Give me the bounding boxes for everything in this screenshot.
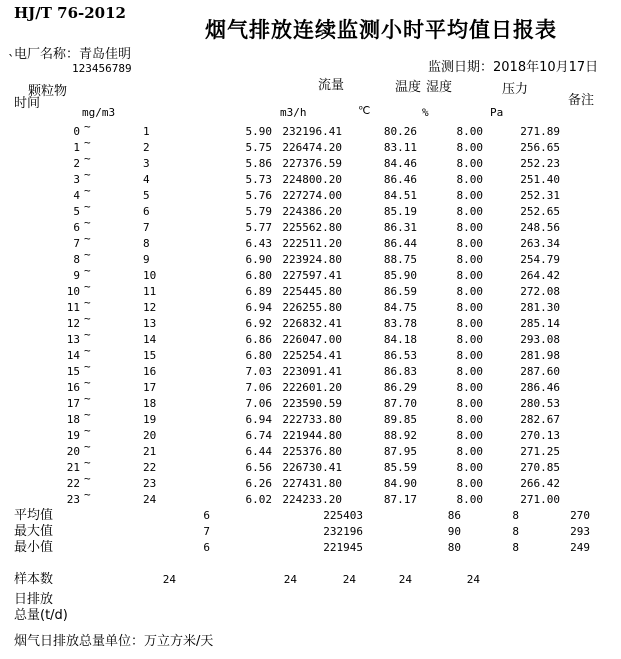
cell-hour-from: 1	[73, 141, 80, 154]
footer-note: 烟气日排放总量单位：万立方米/天	[14, 634, 214, 649]
monitor-date-label: 监测日期：	[428, 60, 494, 75]
cell-hour-to: 7	[143, 221, 150, 234]
table-row	[0, 280, 621, 300]
cell-particulate: 6.92	[245, 317, 272, 330]
cell-pressure: 281.30	[520, 301, 560, 314]
cell-temperature: 84.18	[383, 333, 417, 346]
samples-label: 样本数	[14, 572, 54, 587]
cell-humidity: 8.00	[456, 413, 483, 426]
cell-humidity: 8.00	[456, 333, 483, 346]
samples-temperature: 24	[342, 573, 356, 586]
cell-humidity: 8.00	[456, 493, 483, 506]
cell-hour-to: 11	[143, 285, 157, 298]
cell-tilde: ~	[84, 120, 91, 133]
cell-tilde: ~	[84, 264, 91, 277]
cell-hour-from: 5	[73, 205, 80, 218]
table-row	[0, 184, 621, 204]
cell-temperature: 88.75	[383, 253, 417, 266]
cell-hour-to: 23	[143, 477, 157, 490]
cell-temperature: 86.29	[383, 381, 417, 394]
summary-max-pressure: 293	[570, 525, 590, 538]
table-row	[0, 472, 621, 492]
cell-hour-to: 12	[143, 301, 157, 314]
daily-total-label-line1: 日排放	[14, 592, 54, 607]
column-header-remark: 备注	[568, 93, 595, 108]
cell-hour-to: 22	[143, 461, 157, 474]
plant-name-line	[14, 43, 131, 62]
cell-tilde: ~	[84, 280, 91, 293]
cell-particulate: 7.03	[245, 365, 272, 378]
table-row	[0, 312, 621, 332]
cell-pressure: 254.79	[520, 253, 560, 266]
cell-temperature: 86.44	[383, 237, 417, 250]
table-row	[0, 120, 621, 140]
cell-flow: 226832.41	[282, 317, 342, 330]
column-header-temperature: 温度	[395, 80, 422, 95]
cell-pressure: 252.65	[520, 205, 560, 218]
cell-tilde: ~	[84, 328, 91, 341]
cell-flow: 225562.80	[282, 221, 342, 234]
cell-tilde: ~	[84, 456, 91, 469]
cell-tilde: ~	[84, 248, 91, 261]
cell-temperature: 83.11	[383, 141, 417, 154]
cell-particulate: 6.02	[245, 493, 272, 506]
cell-tilde: ~	[84, 152, 91, 165]
samples-flow: 24	[283, 573, 297, 586]
cell-flow: 226047.00	[282, 333, 342, 346]
cell-hour-from: 8	[73, 253, 80, 266]
samples-humidity: 24	[398, 573, 412, 586]
cell-flow: 232196.41	[282, 125, 342, 138]
cell-hour-from: 10	[66, 285, 80, 298]
plant-code: 123456789	[72, 62, 132, 75]
cell-hour-to: 21	[143, 445, 157, 458]
table-row	[0, 152, 621, 172]
cell-flow: 222733.80	[282, 413, 342, 426]
cell-humidity: 8.00	[456, 445, 483, 458]
cell-pressure: 256.65	[520, 141, 560, 154]
column-header-time: 时间	[14, 96, 41, 111]
cell-hour-to: 5	[143, 189, 150, 202]
cell-humidity: 8.00	[456, 125, 483, 138]
cell-pressure: 285.14	[520, 317, 560, 330]
cell-flow: 226255.80	[282, 301, 342, 314]
daily-total-label-line2: 总量(t/d)	[14, 608, 68, 623]
cell-hour-to: 18	[143, 397, 157, 410]
cell-temperature: 88.92	[383, 429, 417, 442]
cell-particulate: 7.06	[245, 397, 272, 410]
table-row	[0, 248, 621, 268]
cell-pressure: 271.89	[520, 125, 560, 138]
cell-humidity: 8.00	[456, 221, 483, 234]
cell-tilde: ~	[84, 424, 91, 437]
summary-min-pressure: 249	[570, 541, 590, 554]
cell-tilde: ~	[84, 488, 91, 501]
cell-pressure: 272.08	[520, 285, 560, 298]
cell-hour-from: 22	[66, 477, 80, 490]
summary-max-particulate: 7	[203, 525, 210, 538]
cell-hour-from: 13	[66, 333, 80, 346]
cell-hour-to: 10	[143, 269, 157, 282]
table-row	[0, 408, 621, 428]
cell-hour-to: 6	[143, 205, 150, 218]
cell-hour-from: 14	[66, 349, 80, 362]
summary-label-max: 最大值	[14, 524, 54, 539]
cell-tilde: ~	[84, 472, 91, 485]
cell-pressure: 286.46	[520, 381, 560, 394]
summary-row-average	[0, 508, 621, 524]
table-row	[0, 168, 621, 188]
cell-pressure: 263.34	[520, 237, 560, 250]
cell-humidity: 8.00	[456, 269, 483, 282]
cell-hour-to: 14	[143, 333, 157, 346]
cell-pressure: 266.42	[520, 477, 560, 490]
table-row	[0, 376, 621, 396]
samples-particulate: 24	[162, 573, 176, 586]
cell-pressure: 264.42	[520, 269, 560, 282]
cell-hour-from: 20	[66, 445, 80, 458]
cell-hour-from: 17	[66, 397, 80, 410]
summary-average-particulate: 6	[203, 509, 210, 522]
cell-tilde: ~	[84, 232, 91, 245]
summary-average-temperature: 86	[447, 509, 461, 522]
cell-hour-to: 3	[143, 157, 150, 170]
cell-particulate: 6.94	[245, 413, 272, 426]
cell-tilde: ~	[84, 344, 91, 357]
table-row	[0, 264, 621, 284]
cell-hour-to: 20	[143, 429, 157, 442]
cell-hour-to: 24	[143, 493, 157, 506]
cell-tilde: ~	[84, 184, 91, 197]
cell-pressure: 281.98	[520, 349, 560, 362]
cell-pressure: 251.40	[520, 173, 560, 186]
column-header-particulate: 颗粒物	[28, 84, 68, 99]
cell-hour-to: 9	[143, 253, 150, 266]
cell-tilde: ~	[84, 312, 91, 325]
monitor-date-value: 2018年10月17日	[493, 60, 599, 75]
cell-particulate: 7.06	[245, 381, 272, 394]
cell-flow: 227431.80	[282, 477, 342, 490]
table-row	[0, 200, 621, 220]
cell-humidity: 8.00	[456, 173, 483, 186]
cell-temperature: 83.78	[383, 317, 417, 330]
cell-hour-from: 19	[66, 429, 80, 442]
cell-humidity: 8.00	[456, 349, 483, 362]
cell-flow: 224233.20	[282, 493, 342, 506]
summary-average-flow: 225403	[323, 509, 363, 522]
cell-particulate: 6.86	[245, 333, 272, 346]
cell-particulate: 5.77	[245, 221, 272, 234]
cell-hour-from: 12	[66, 317, 80, 330]
cell-flow: 227376.59	[282, 157, 342, 170]
cell-hour-from: 11	[66, 301, 80, 314]
cell-temperature: 85.59	[383, 461, 417, 474]
summary-row-max	[0, 524, 621, 540]
cell-particulate: 6.94	[245, 301, 272, 314]
summary-label-min: 最小值	[14, 540, 54, 555]
cell-tilde: ~	[84, 200, 91, 213]
cell-flow: 227274.00	[282, 189, 342, 202]
cell-pressure: 248.56	[520, 221, 560, 234]
cell-humidity: 8.00	[456, 397, 483, 410]
cell-temperature: 85.90	[383, 269, 417, 282]
cell-hour-from: 18	[66, 413, 80, 426]
table-row	[0, 136, 621, 156]
cell-hour-from: 15	[66, 365, 80, 378]
cell-pressure: 270.85	[520, 461, 560, 474]
table-row	[0, 328, 621, 348]
cell-flow: 224386.20	[282, 205, 342, 218]
cell-particulate: 6.26	[245, 477, 272, 490]
summary-row-min	[0, 540, 621, 556]
cell-temperature: 86.53	[383, 349, 417, 362]
cell-flow: 222511.20	[282, 237, 342, 250]
samples-row	[0, 572, 621, 588]
column-header-flow: 流量	[318, 78, 345, 93]
table-row	[0, 456, 621, 476]
cell-temperature: 87.95	[383, 445, 417, 458]
cell-hour-to: 2	[143, 141, 150, 154]
cell-particulate: 6.74	[245, 429, 272, 442]
cell-hour-from: 16	[66, 381, 80, 394]
cell-hour-from: 3	[73, 173, 80, 186]
cell-particulate: 5.86	[245, 157, 272, 170]
summary-max-humidity: 8	[512, 525, 519, 538]
unit-flow: m3/h	[280, 106, 307, 119]
cell-flow: 223590.59	[282, 397, 342, 410]
cell-particulate: 6.43	[245, 237, 272, 250]
cell-temperature: 87.70	[383, 397, 417, 410]
cell-pressure: 293.08	[520, 333, 560, 346]
cell-tilde: ~	[84, 440, 91, 453]
cell-particulate: 5.90	[245, 125, 272, 138]
cell-tilde: ~	[84, 136, 91, 149]
summary-average-humidity: 8	[512, 509, 519, 522]
cell-pressure: 287.60	[520, 365, 560, 378]
summary-min-particulate: 6	[203, 541, 210, 554]
cell-flow: 225254.41	[282, 349, 342, 362]
cell-hour-to: 1	[143, 125, 150, 138]
standard-code: HJ/T 76-2012	[14, 4, 126, 22]
cell-hour-from: 21	[66, 461, 80, 474]
cell-flow: 227597.41	[282, 269, 342, 282]
cell-particulate: 5.73	[245, 173, 272, 186]
cell-humidity: 8.00	[456, 301, 483, 314]
cell-particulate: 5.76	[245, 189, 272, 202]
cell-pressure: 271.25	[520, 445, 560, 458]
cell-tilde: ~	[84, 360, 91, 373]
summary-max-temperature: 90	[447, 525, 461, 538]
cell-humidity: 8.00	[456, 141, 483, 154]
cell-hour-from: 7	[73, 237, 80, 250]
summary-label-average: 平均值	[14, 508, 54, 523]
cell-pressure: 270.13	[520, 429, 560, 442]
unit-particulate: mg/m3	[82, 106, 116, 119]
summary-average-pressure: 270	[570, 509, 590, 522]
cell-temperature: 80.26	[383, 125, 417, 138]
monitor-date-line	[428, 56, 598, 75]
cell-hour-from: 23	[66, 493, 80, 506]
cell-humidity: 8.00	[456, 157, 483, 170]
column-header-humidity: 湿度	[426, 80, 453, 95]
cell-hour-from: 9	[73, 269, 80, 282]
cell-humidity: 8.00	[456, 285, 483, 298]
cell-particulate: 6.44	[245, 445, 272, 458]
cell-tilde: ~	[84, 168, 91, 181]
cell-temperature: 84.75	[383, 301, 417, 314]
cell-temperature: 86.46	[383, 173, 417, 186]
cell-flow: 226730.41	[282, 461, 342, 474]
cell-hour-from: 6	[73, 221, 80, 234]
cell-flow: 223924.80	[282, 253, 342, 266]
cell-flow: 221944.80	[282, 429, 342, 442]
cell-temperature: 86.31	[383, 221, 417, 234]
summary-max-flow: 232196	[323, 525, 363, 538]
cell-pressure: 280.53	[520, 397, 560, 410]
table-row	[0, 296, 621, 316]
cell-tilde: ~	[84, 216, 91, 229]
cell-particulate: 6.90	[245, 253, 272, 266]
table-row	[0, 488, 621, 508]
cell-hour-to: 16	[143, 365, 157, 378]
cell-pressure: 252.31	[520, 189, 560, 202]
unit-humidity: %	[422, 106, 429, 119]
cell-hour-to: 4	[143, 173, 150, 186]
cell-hour-to: 15	[143, 349, 157, 362]
summary-min-flow: 221945	[323, 541, 363, 554]
summary-min-temperature: 80	[447, 541, 461, 554]
cell-humidity: 8.00	[456, 381, 483, 394]
samples-pressure: 24	[466, 573, 480, 586]
cell-hour-to: 17	[143, 381, 157, 394]
cell-humidity: 8.00	[456, 429, 483, 442]
cell-particulate: 6.80	[245, 269, 272, 282]
cell-flow: 225445.80	[282, 285, 342, 298]
cell-temperature: 85.19	[383, 205, 417, 218]
cell-temperature: 87.17	[383, 493, 417, 506]
cell-particulate: 6.56	[245, 461, 272, 474]
cell-pressure: 282.67	[520, 413, 560, 426]
cell-flow: 224800.20	[282, 173, 342, 186]
cell-particulate: 5.75	[245, 141, 272, 154]
cell-hour-from: 0	[73, 125, 80, 138]
cell-temperature: 86.59	[383, 285, 417, 298]
stray-mark: `	[8, 54, 15, 69]
cell-temperature: 84.90	[383, 477, 417, 490]
cell-humidity: 8.00	[456, 461, 483, 474]
cell-humidity: 8.00	[456, 253, 483, 266]
table-row	[0, 440, 621, 460]
cell-hour-from: 4	[73, 189, 80, 202]
cell-flow: 226474.20	[282, 141, 342, 154]
unit-pressure: Pa	[490, 106, 504, 119]
cell-temperature: 86.83	[383, 365, 417, 378]
cell-tilde: ~	[84, 408, 91, 421]
cell-tilde: ~	[84, 296, 91, 309]
cell-hour-to: 19	[143, 413, 157, 426]
table-row	[0, 424, 621, 444]
cell-humidity: 8.00	[456, 477, 483, 490]
cell-hour-from: 2	[73, 157, 80, 170]
cell-particulate: 6.80	[245, 349, 272, 362]
cell-flow: 223091.41	[282, 365, 342, 378]
plant-name-label: 电厂名称：	[14, 47, 80, 62]
cell-particulate: 6.89	[245, 285, 272, 298]
table-row	[0, 232, 621, 252]
unit-temperature: ℃	[358, 104, 371, 117]
cell-flow: 225376.80	[282, 445, 342, 458]
cell-humidity: 8.00	[456, 365, 483, 378]
table-row	[0, 216, 621, 236]
cell-humidity: 8.00	[456, 205, 483, 218]
cell-hour-to: 13	[143, 317, 157, 330]
cell-pressure: 252.23	[520, 157, 560, 170]
cell-tilde: ~	[84, 376, 91, 389]
report-title: 烟气排放连续监测小时平均值日报表	[205, 18, 557, 42]
cell-particulate: 5.79	[245, 205, 272, 218]
table-row	[0, 392, 621, 412]
table-row	[0, 360, 621, 380]
cell-temperature: 84.46	[383, 157, 417, 170]
cell-pressure: 271.00	[520, 493, 560, 506]
cell-tilde: ~	[84, 392, 91, 405]
column-header-pressure: 压力	[502, 82, 529, 97]
cell-temperature: 84.51	[383, 189, 417, 202]
cell-humidity: 8.00	[456, 237, 483, 250]
summary-min-humidity: 8	[512, 541, 519, 554]
cell-humidity: 8.00	[456, 317, 483, 330]
cell-humidity: 8.00	[456, 189, 483, 202]
cell-temperature: 89.85	[383, 413, 417, 426]
cell-flow: 222601.20	[282, 381, 342, 394]
table-row	[0, 344, 621, 364]
plant-name-value: 青岛佳明	[79, 47, 132, 62]
cell-hour-to: 8	[143, 237, 150, 250]
